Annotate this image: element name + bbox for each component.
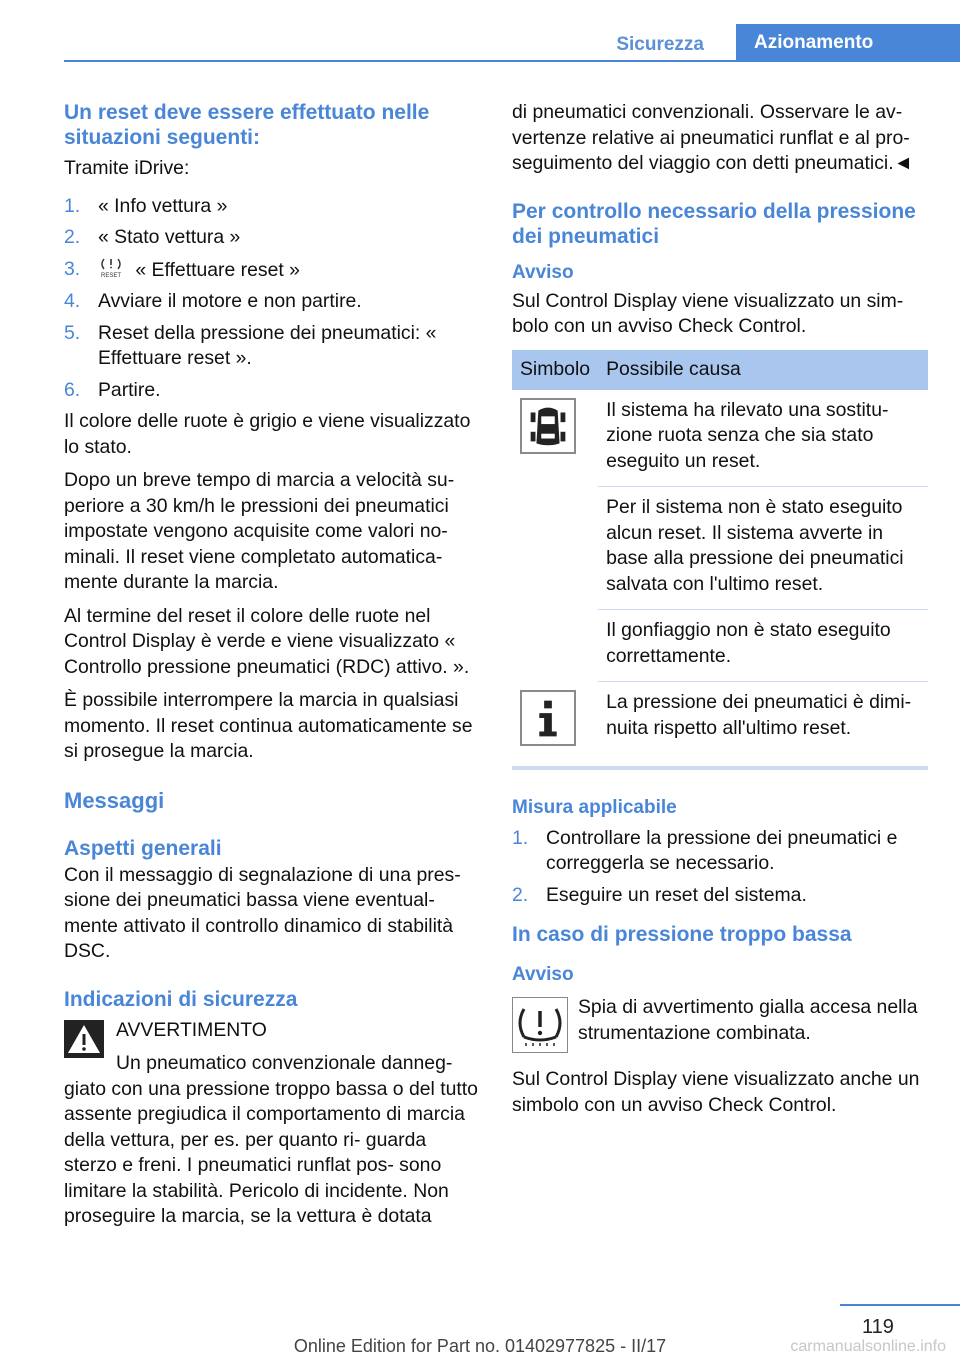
warning-text: Un pneumatico convenzionale danneg- giato con una pressione troppo bassa o del tutto assente pregiudica il comportamento di marcia della vettura, per es. per quanto ri- guarda sterzo e freni. I pneumatici runflat pos- sono limitare la stabilità. Pericolo di incidente. Non proseguire la marcia, se la vettura è dotata <box>64 1052 478 1227</box>
car-tire-pressure-icon <box>520 398 576 454</box>
table-cell-cause: Il sistema ha rilevato una sostitu- zione ruota senza che sia stato eseguito un reset. <box>598 390 928 487</box>
info-icon <box>520 690 576 746</box>
reset-icon <box>98 257 124 279</box>
page-number: 119 <box>862 1316 894 1338</box>
svg-text:RESET: RESET <box>100 272 122 279</box>
list-item: 1. « Info vettura » <box>64 194 228 217</box>
table-header-cause: Possibile causa <box>598 350 928 390</box>
via-idrive: Tramite iDrive: <box>64 157 190 179</box>
header-section: Sicurezza <box>616 34 704 55</box>
paragraph: Con il messaggio di segnalazione di una pres- sione dei pneumatici bassa viene eventual- mente attivato il controllo dinamico di stabilità DSC. <box>64 863 461 962</box>
paragraph: Sul Control Display viene visualizzato un sim- bolo con un avviso Check Control. <box>512 289 904 337</box>
tire-pressure-warning-icon <box>512 997 568 1053</box>
right-column <box>512 100 928 1118</box>
table-cell-cause: Per il sistema non è stato eseguito alcun reset. Il sistema avverte in base alla pressione dei pneumatici salvata con l'ultimo reset. <box>598 487 928 610</box>
misure-list <box>512 826 928 909</box>
table-cell-symbol <box>512 390 598 682</box>
footer-rule <box>840 1304 960 1306</box>
reset-steps-list <box>64 194 478 404</box>
list-item: 4. Avviare il motore e non partire. <box>64 290 362 312</box>
table-cell-symbol <box>512 682 598 768</box>
avviso-label: Avviso <box>512 964 574 985</box>
table-header-symbol: Simbolo <box>512 350 598 390</box>
table-cell-cause: Il gonfiaggio non è stato eseguito correttamente. <box>598 610 928 682</box>
edition-note: Online Edition for Part no. 01402977825 - II/17 <box>293 1336 667 1356</box>
subheading-pressione-bassa: In caso di pressione troppo bassa <box>512 923 852 946</box>
section-heading-messaggi: Messaggi <box>64 787 165 813</box>
paragraph: È possibile interrompere la marcia in qualsiasi momento. Il reset continua automaticamente se si prosegue la marcia. <box>64 689 473 762</box>
warning-title: AVVERTIMENTO <box>116 1018 267 1041</box>
table-row <box>512 682 928 768</box>
subheading-controllo: Per controllo necessario della pressione dei pneumatici <box>512 199 916 248</box>
list-item: 2. « Stato vettura » <box>64 226 241 248</box>
subheading-indicazioni: Indicazioni di sicurezza <box>64 987 298 1011</box>
list-item: 1. Controllare la pressione dei pneumatici e correggerla se necessario. <box>512 826 898 874</box>
table-cell-cause: La pressione dei pneumatici è dimi- nuita rispetto all'ultimo reset. <box>598 682 928 768</box>
watermark: carmanualsonline.info <box>790 1338 946 1355</box>
table-row <box>512 390 928 487</box>
avviso-label: Avviso <box>512 261 574 283</box>
subheading-aspetti: Aspetti generali <box>64 836 222 860</box>
left-column <box>64 100 478 1230</box>
list-item: 6. Partire. <box>64 378 161 401</box>
paragraph: Sul Control Display viene visualizzato anche un simbolo con un avviso Check Control. <box>512 1068 920 1116</box>
table-header-row <box>512 350 928 390</box>
warning-lamp-text: Spia di avvertimento gialla accesa nella strumentazione combinata. <box>578 996 918 1044</box>
warning-lamp-block <box>512 995 928 1053</box>
page-header <box>64 24 960 62</box>
header-chapter: Azionamento <box>736 24 960 62</box>
symbol-table <box>512 350 928 770</box>
paragraph: di pneumatici convenzionali. Osservare le av- vertenze relative ai pneumatici runflat e al pro- seguimento del viaggio con detti pneumatici.◄ <box>512 101 913 174</box>
subheading-misura: Misura applicabile <box>512 796 677 818</box>
header-rule <box>64 60 960 62</box>
paragraph: Il colore delle ruote è grigio e viene visualizzato lo stato. <box>64 410 471 458</box>
paragraph: Dopo un breve tempo di marcia a velocità su- periore a 30 km/h le pressioni dei pneumatici impostate vengono acquisite come valori no- minali. Il reset viene completato automatica- mente durante la marcia. <box>64 469 455 593</box>
warning-triangle-icon <box>64 1020 104 1058</box>
list-item: 3. RESET « Effettuare reset » <box>64 257 300 281</box>
list-item: 2. Eseguire un reset del sistema. <box>512 883 807 906</box>
reset-heading: Un reset deve essere effettuato nelle situazioni seguenti: <box>64 101 430 149</box>
warning-block <box>64 1018 478 1230</box>
list-item: 5. Reset della pressione dei pneumatici: « Effettuare reset ». <box>64 321 437 369</box>
paragraph: Al termine del reset il colore delle ruote nel Control Display è verde e viene visualizzato « Controllo pressione pneumatici (RDC) attivo. ». <box>64 604 470 678</box>
